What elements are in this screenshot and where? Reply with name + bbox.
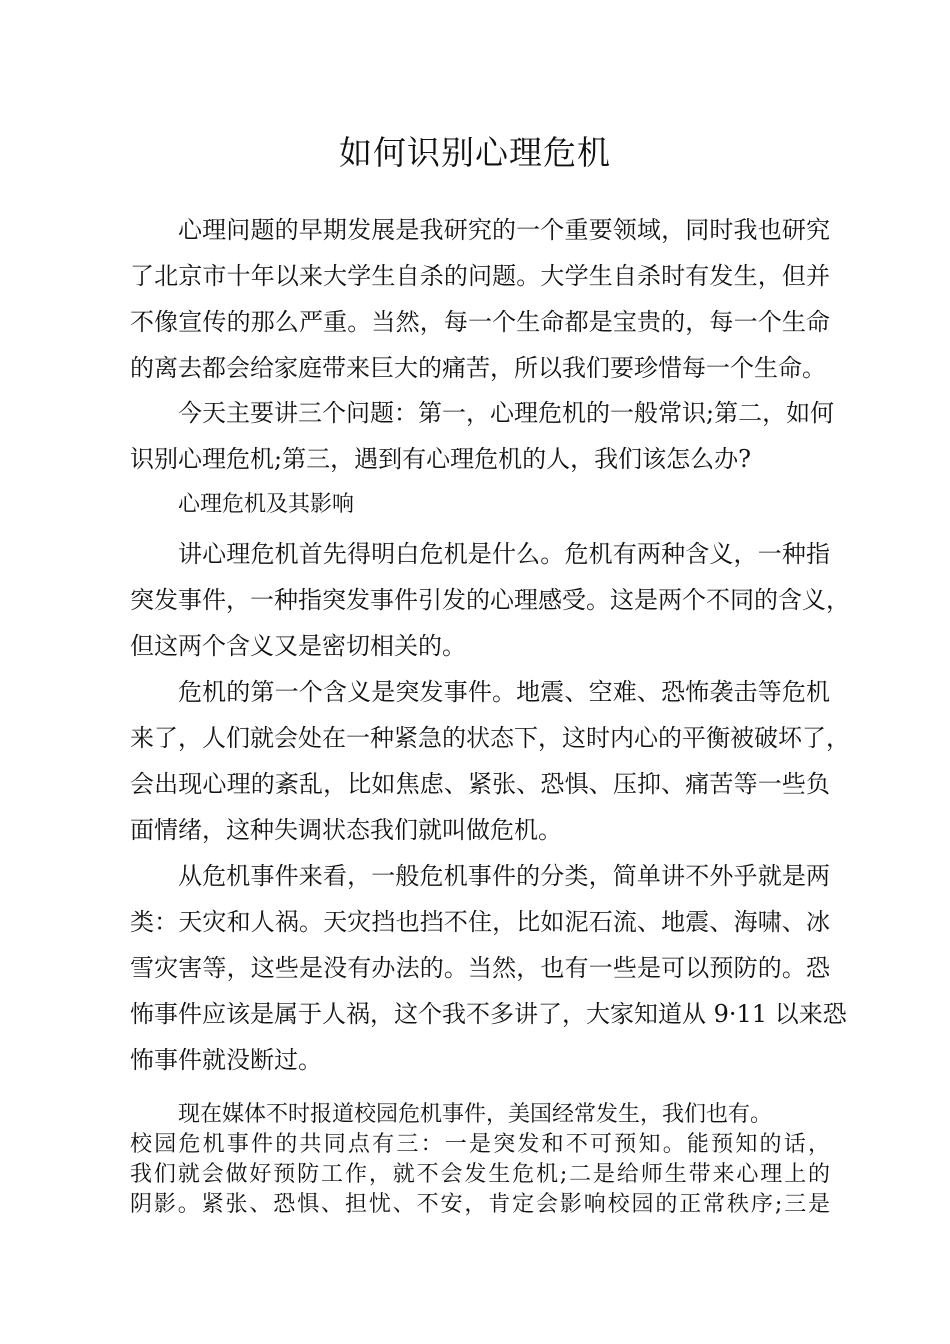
- paragraph-line: 突发事件，一种指突发事件引发的心理感受。这是两个不同的含义，: [130, 586, 850, 614]
- paragraph-line: 会出现心理的紊乱，比如焦虑、紧张、恐惧、压抑、痛苦等一些负: [130, 770, 830, 798]
- paragraph-line: 危机的第一个含义是突发事件。地震、空难、恐怖袭击等危机: [178, 678, 830, 706]
- paragraph-line: 但这两个含义又是密切相关的。: [130, 632, 466, 660]
- paragraph-line: 我们就会做好预防工作，就不会发生危机;二是给师生带来心理上的: [130, 1162, 830, 1187]
- paragraph-intro: [130, 207, 830, 391]
- paragraph-campus-crisis: [130, 1100, 830, 1220]
- paragraph-line: 讲心理危机首先得明白危机是什么。危机有两种含义，一种指: [178, 540, 830, 568]
- paragraph-line: 现在媒体不时报道校园危机事件，美国经常发生，我们也有。: [178, 1102, 773, 1127]
- paragraph-line: 类：天灾和人祸。天灾挡也挡不住，比如泥石流、地震、海啸、冰: [130, 908, 830, 936]
- section-heading: 心理危机及其影响: [178, 492, 355, 517]
- paragraph-line: 雪灾害等，这些是没有办法的。当然，也有一些是可以预防的。恐: [130, 954, 830, 982]
- paragraph-line: 今天主要讲三个问题：第一，心理危机的一般常识;第二，如何: [178, 399, 835, 427]
- paragraph-line: 的离去都会给家庭带来巨大的痛苦，所以我们要珍惜每一个生命。: [130, 354, 826, 382]
- paragraph-crisis-definition: [130, 531, 850, 669]
- paragraph-line: 不像宣传的那么严重。当然，每一个生命都是宝贵的，每一个生命: [130, 308, 830, 336]
- paragraph-line: 来了，人们就会处在一种紧急的状态下，这时内心的平衡被破坏了，: [130, 724, 850, 752]
- paragraph-topics: [130, 390, 835, 482]
- paragraph-line: 怖事件应该是属于人祸，这个我不多讲了，大家知道从 9·11 以来恐: [130, 1000, 847, 1028]
- paragraph-line: 了北京市十年以来大学生自杀的问题。大学生自杀时有发生，但并: [130, 262, 830, 290]
- document-title: 如何识别心理危机: [339, 133, 611, 172]
- paragraph-line: 怖事件就没断过。: [130, 1046, 322, 1074]
- paragraph-first-meaning: [130, 669, 850, 853]
- paragraph-line: 心理问题的早期发展是我研究的一个重要领域，同时我也研究: [178, 216, 830, 244]
- paragraph-line: 面情绪，这种失调状态我们就叫做危机。: [130, 816, 562, 844]
- paragraph-line: 从危机事件来看，一般危机事件的分类，简单讲不外乎就是两: [178, 862, 830, 890]
- paragraph-line: 识别心理危机;第三，遇到有心理危机的人，我们该怎么办?: [130, 445, 751, 473]
- paragraph-line: 阴影。紧张、恐惧、担忧、不安，肯定会影响校园的正常秩序;三是: [130, 1192, 830, 1217]
- paragraph-event-types: [130, 853, 847, 1083]
- paragraph-line: 校园危机事件的共同点有三：一是突发和不可预知。能预知的话，: [130, 1132, 830, 1157]
